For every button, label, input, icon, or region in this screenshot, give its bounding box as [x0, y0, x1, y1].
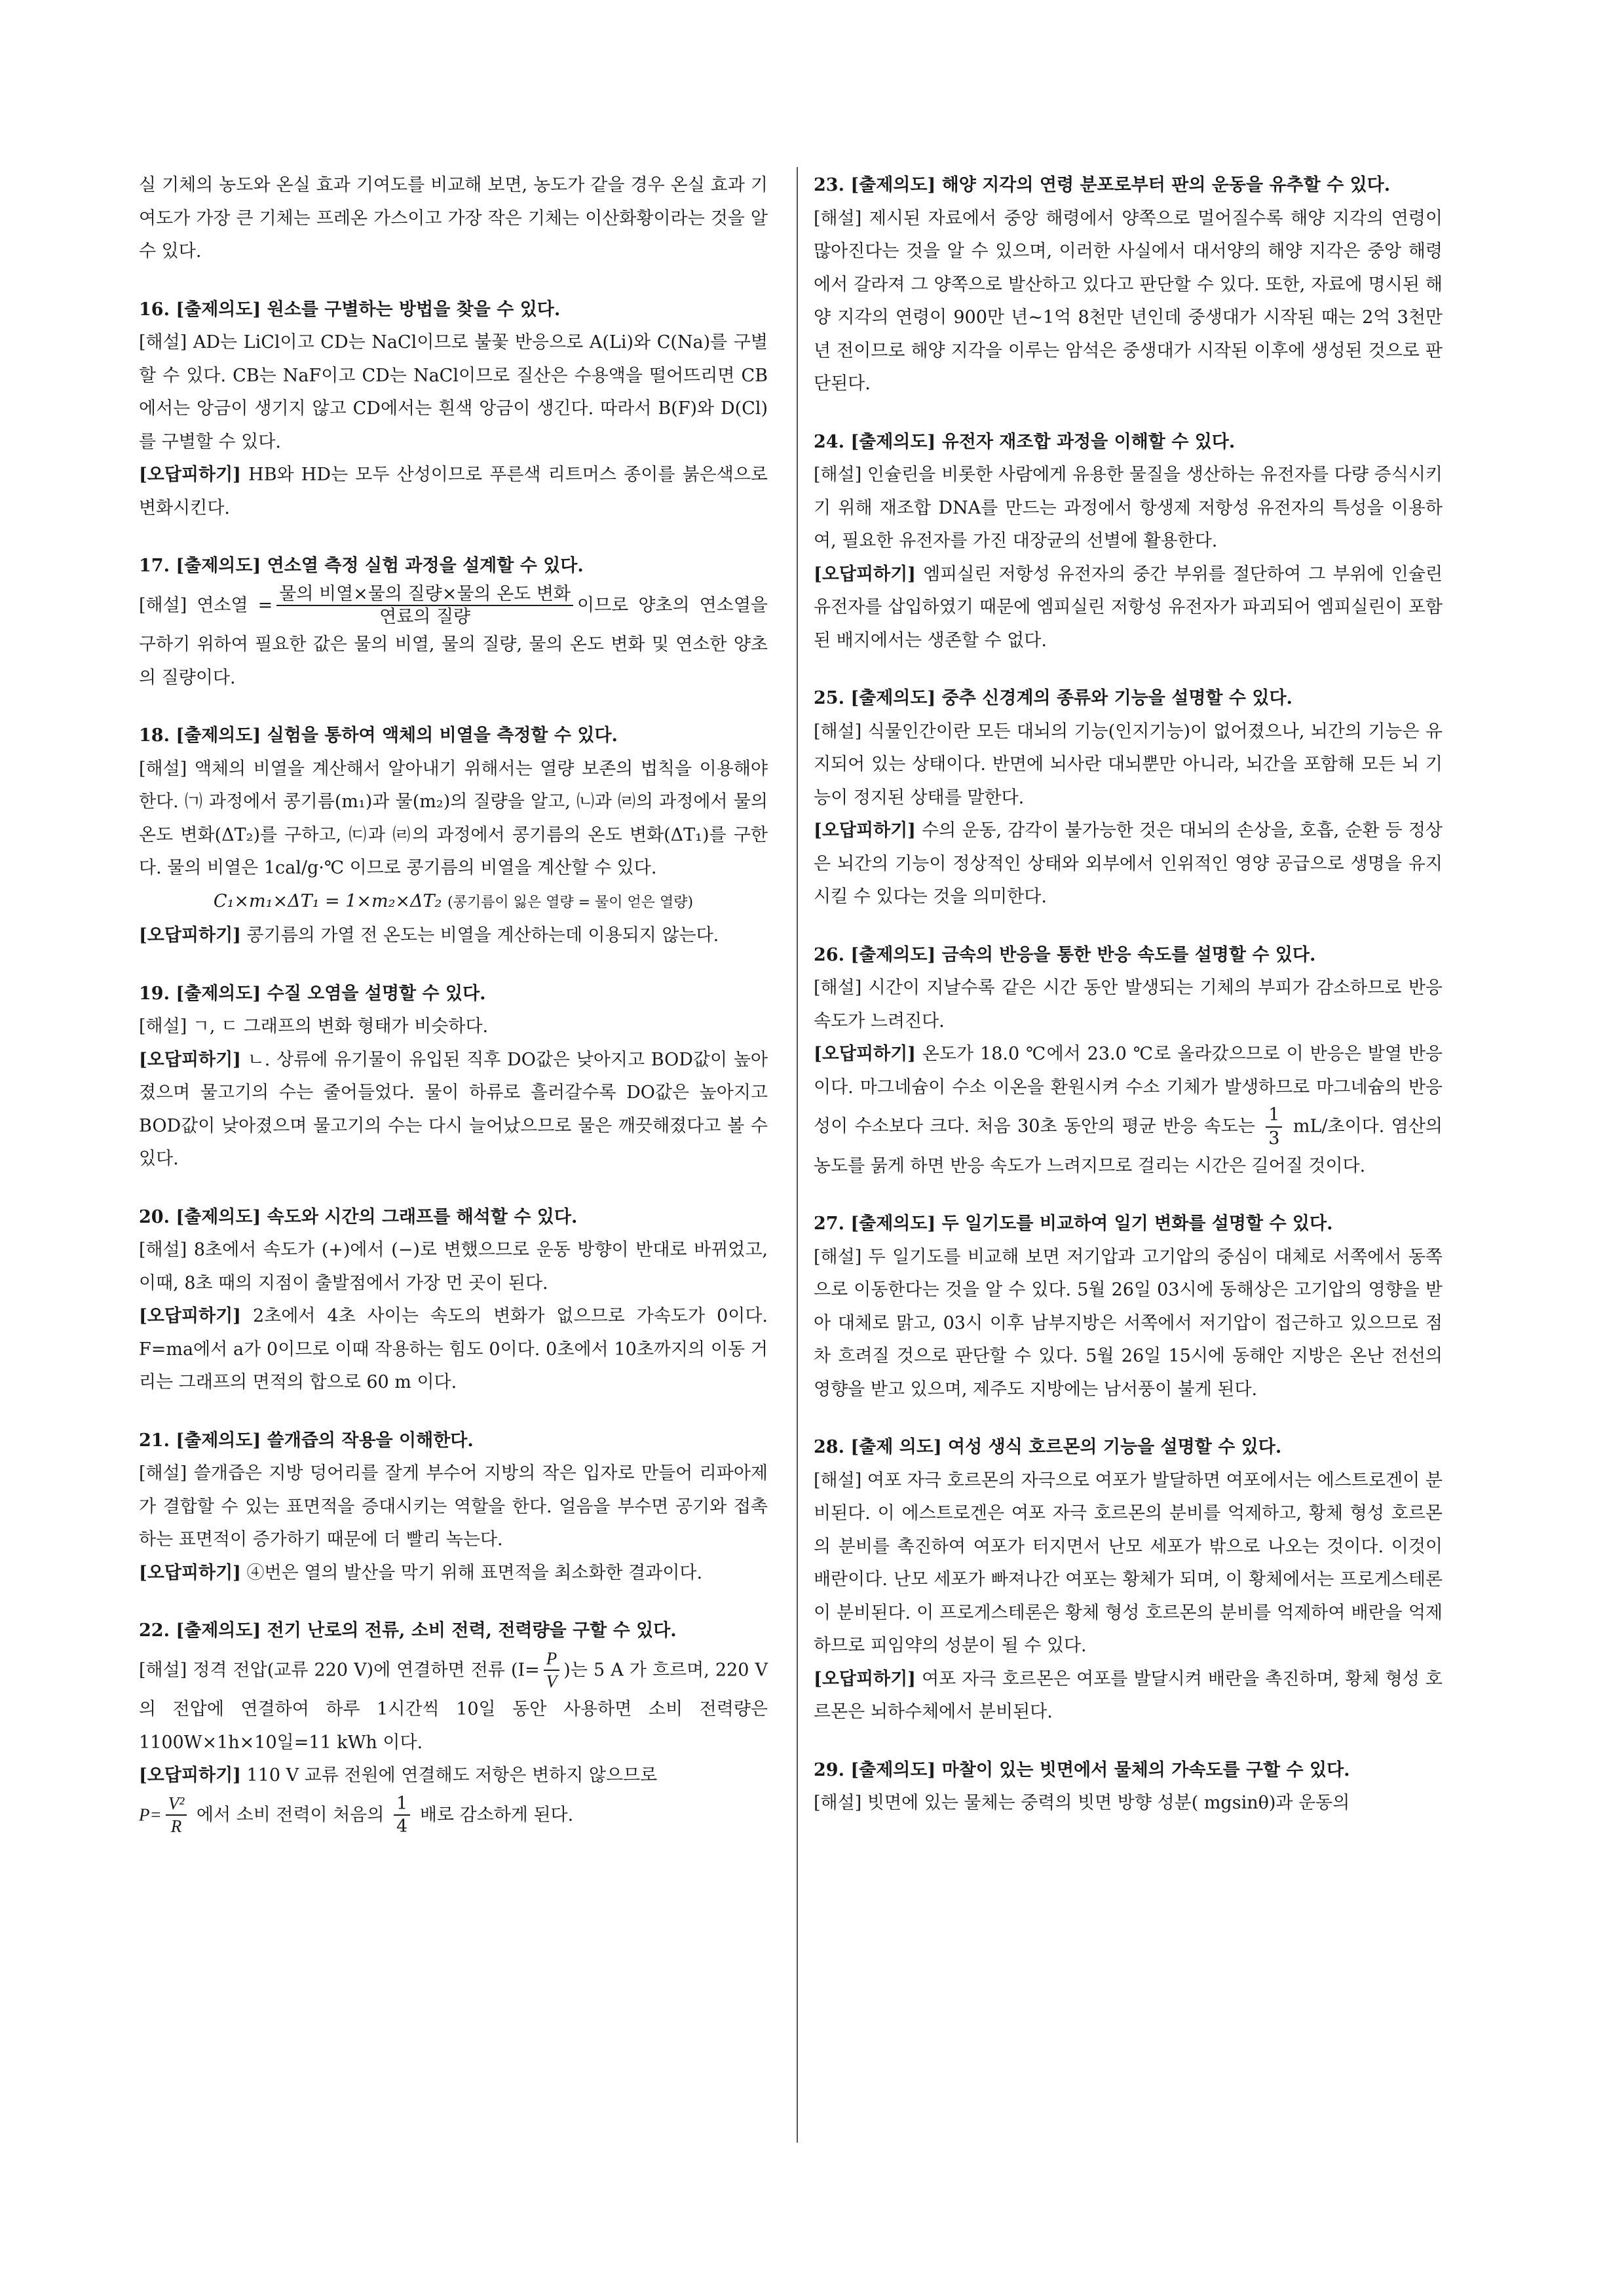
explanation-tag: [해설] — [814, 721, 862, 742]
section-heading: 23. [출제의도] 해양 지각의 연령 분포로부터 판의 운동을 유추할 수 있다. — [814, 175, 1391, 195]
wrong-answer-note — [139, 919, 768, 953]
wrong-answer-text: ㄴ. 상류에 유기물이 유입된 직후 DO값은 낮아지고 BOD값이 높아졌으며 물고기의 수는 줄어들었다. 물이 하류로 흘러갈수록 DO값은 높아지고 BOD값이 낮아졌으며 물고기의 수는 다시 늘어났으므로 물은 깨끗해졌다고 볼 수 있다. — [139, 1049, 768, 1169]
wrong-answer-note — [139, 1300, 768, 1400]
explanation — [139, 753, 768, 885]
wrong-answer-note — [139, 459, 768, 525]
section-heading: 25. [출제의도] 중추 신경계의 종류와 기능을 설명할 수 있다. — [814, 688, 1293, 708]
explanation-text: 빗면에 있는 물체는 중력의 빗면 방향 성분( mgsinθ)과 운동의 — [861, 1793, 1350, 1813]
explanation-tag: [해설] — [139, 758, 187, 779]
wrong-answer-tag: [오답피하기] — [814, 564, 916, 584]
explanation-tag: [해설] — [139, 332, 187, 353]
equation-note: (콩기름이 잃은 열량 = 물이 얻은 열량) — [447, 894, 694, 911]
explanation-text: 여포 자극 호르몬의 자극으로 여포가 발달하면 여포에서는 에스트로겐이 분비된다. 이 에스트로겐은 여포 자극 호르몬의 분비를 억제하고, 황체 형성 호르몬의 분비를 촉진하여 여포가 터지면서 난모 세포가 밖으로 나오는 것이다. 이것이 배란이다. 난모 세포가 빠져나간 여포는 황체가 되며, 이 황체에서는 프로게스테론이 분비된다. 이 프로게스테론은 황체 형성 호르몬의 분비를 억제하여 배란을 억제하므로 피임약의 성분이 될 수 있다. — [814, 1470, 1443, 1656]
explanation-text-cont: )는 5 A 가 흐르며, 220 V 의 전압에 연결하여 하루 1시간씩 10일 동안 사용하면 소비 전력량은 1100W×1h×10일=11 kWh 이다. — [139, 1659, 768, 1753]
explanation-tag: [해설] — [814, 208, 862, 229]
explanation — [814, 1787, 1443, 1820]
explanation-tag: [해설] — [139, 594, 187, 615]
wrong-answer-tag: [오답피하기] — [139, 925, 241, 946]
section-21 — [139, 1425, 768, 1590]
explanation-tag: [해설] — [139, 1240, 187, 1260]
wrong-answer-text-cont: mL/초이다. 염산의 농도를 묽게 하면 반응 속도가 느려지므로 걸리는 시간은 길어질 것이다. — [814, 1116, 1443, 1176]
section-23 — [814, 169, 1443, 401]
wrong-answer-text: 여포 자극 호르몬은 여포를 발달시켜 배란을 촉진하며, 황체 형성 호르몬은 뇌하수체에서 분비된다. — [814, 1668, 1443, 1722]
wrong-answer-text: ④번은 열의 발산을 막기 위해 표면적을 최소화한 결과이다. — [240, 1562, 703, 1583]
explanation-text: AD는 LiCl이고 CD는 NaCl이므로 불꽃 반응으로 A(Li)와 C(Na)를 구별할 수 있다. CB는 NaF이고 CD는 NaCl이므로 질산은 수용액을 떨어뜨리면 CB에서는 앙금이 생기지 않고 CD에서는 흰색 앙금이 생긴다. 따라서 B(F)와 D(Cl)를 구별할 수 있다. — [139, 332, 768, 452]
wrong-answer-note — [814, 1038, 1443, 1183]
section-24 — [814, 426, 1443, 658]
formula-text: 에서 소비 전력이 처음의 — [191, 1804, 390, 1825]
section-22 — [139, 1615, 768, 1838]
section-heading: 24. [출제의도] 유전자 재조합 과정을 이해할 수 있다. — [814, 431, 1236, 452]
explanation — [139, 326, 768, 459]
explanation — [814, 972, 1443, 1038]
explanation-text: 연소열 = — [187, 594, 273, 615]
fraction-denominator: 연료의 질량 — [379, 607, 471, 628]
heat-balance-equation — [139, 885, 768, 920]
section-heading: 18. [출제의도] 실험을 통하여 액체의 비열을 측정할 수 있다. — [139, 725, 618, 746]
explanation-tag: [해설] — [814, 1470, 862, 1491]
explanation-tag: [해설] — [814, 1246, 862, 1267]
explanation — [139, 583, 768, 695]
explanation-text-cont: 이므로 양초의 연소열을 구하기 위하여 필요한 값은 물의 비열, 물의 질량, 물의 온도 변화 및 연소한 양초의 질량이다. — [139, 594, 768, 688]
wrong-answer-note — [814, 1663, 1443, 1729]
power-formula-fraction — [166, 1793, 187, 1839]
section-heading: 29. [출제의도] 마찰이 있는 빗면에서 물체의 가속도를 구할 수 있다. — [814, 1759, 1350, 1780]
wrong-answer-text: 수의 운동, 감각이 불가능한 것은 대뇌의 손상을, 호흡, 순환 등 정상은 뇌간의 기능이 정상적인 상태와 외부에서 인위적인 영양 공급으로 생명을 유지시킬 수 있다는 것을 의미한다. — [814, 820, 1443, 907]
explanation-text: 8초에서 속도가 (+)에서 (−)로 변했으므로 운동 방향이 반대로 바뀌었고, 이때, 8초 때의 지점이 출발점에서 가장 먼 곳이 된다. — [139, 1240, 768, 1293]
wrong-answer-text: HB와 HD는 모두 산성이므로 푸른색 리트머스 종이를 붉은색으로 변화시킨다. — [139, 465, 768, 518]
explanation — [814, 716, 1443, 815]
wrong-answer-note — [814, 558, 1443, 658]
section-heading: 17. [출제의도] 연소열 측정 실험 과정을 설계할 수 있다. — [139, 556, 584, 576]
fraction-denominator: 3 — [1268, 1128, 1280, 1149]
explanation-tag: [해설] — [814, 1793, 862, 1813]
wrong-answer-tag: [오답피하기] — [139, 1306, 241, 1326]
wrong-answer-note — [814, 814, 1443, 914]
explanation — [814, 459, 1443, 558]
wrong-answer-text: 콩기름의 가열 전 온도는 비열을 계산하는데 이용되지 않는다. — [240, 925, 719, 946]
section-heading: 28. [출제 의도] 여성 생식 호르몬의 기능을 설명할 수 있다. — [814, 1437, 1282, 1457]
explanation-text: 액체의 비열을 계산해서 알아내기 위해서는 열량 보존의 법칙을 이용해야 한다. ㈀ 과정에서 콩기름(m₁)과 물(m₂)의 질량을 알고, ㈁과 ㈃의 과정에서 물의 온도 변화(ΔT₂)를 구하고, ㈂과 ㈃의 과정에서 콩기름의 온도 변화(ΔT₁)를 구한다. 물의 비열은 1cal/g·℃ 이므로 콩기름의 비열을 계산할 수 있다. — [139, 758, 768, 878]
fraction-denominator: V — [546, 1672, 557, 1692]
explanation — [814, 1241, 1443, 1407]
explanation-text: 인슐린을 비롯한 사람에게 유용한 물질을 생산하는 유전자를 다량 증식시키기 위해 재조합 DNA를 만드는 과정에서 항생제 저항성 유전자의 특성을 이용하여, 필요한 유전자를 가진 대장균의 선별에 활용한다. — [814, 465, 1443, 551]
wrong-answer-note — [139, 1557, 768, 1590]
formula-text-end: 배로 감소하게 된다. — [414, 1804, 574, 1825]
power-formula-line — [139, 1793, 768, 1839]
section-15-continued — [139, 169, 768, 269]
section-26 — [814, 939, 1443, 1183]
equation-text: C₁×m₁×ΔT₁ = 1×m₂×ΔT₂ — [213, 890, 442, 911]
explanation-text: 정격 전압(교류 220 V)에 연결하면 전류 (I= — [187, 1659, 540, 1680]
explanation — [814, 1464, 1443, 1663]
explanation — [814, 202, 1443, 401]
wrong-answer-tag: [오답피하기] — [139, 465, 241, 485]
section-16 — [139, 294, 768, 526]
explanation-text: 식물인간이란 모든 대뇌의 기능(인지기능)이 없어졌으나, 뇌간의 기능은 유지되어 있는 상태이다. 반면에 뇌사란 대뇌뿐만 아니라, 뇌간을 포함해 모든 뇌 기능이 정지된 상태를 말한다. — [814, 721, 1443, 808]
explanation-text: 제시된 자료에서 중앙 해령에서 양쪽으로 멀어질수록 해양 지각의 연령이 많아진다는 것을 알 수 있으며, 이러한 사실에서 대서양의 해양 지각은 중앙 해령에서 갈라져 그 양쪽으로 발산하고 있다고 판단할 수 있다. 또한, 자료에 명시된 해양 지각의 연령이 900만 년~1억 8천만 년인데 중생대가 시작된 때는 2억 3천만 년 전이므로 해양 지각을 이루는 암석은 중생대가 시작된 이후에 생성된 것으로 판단된다. — [814, 208, 1443, 394]
quarter-fraction — [394, 1793, 410, 1839]
wrong-answer-text: 엠피실린 저항성 유전자의 중간 부위를 절단하여 그 부위에 인슐린 유전자를 삽입하였기 때문에 엠피실린 저항성 유전자가 파괴되어 엠피실린이 포함된 배지에서는 생존할 수 없다. — [814, 564, 1443, 651]
explanation-text: 시간이 지날수록 같은 시간 동안 발생되는 기체의 부피가 감소하므로 반응 속도가 느려진다. — [814, 978, 1443, 1031]
rate-fraction — [1266, 1104, 1282, 1150]
wrong-answer-tag: [오답피하기] — [814, 1668, 916, 1689]
explanation-tag: [해설] — [814, 978, 862, 998]
section-20 — [139, 1201, 768, 1400]
wrong-answer-text: 온도가 18.0 ℃에서 23.0 ℃로 올라갔으므로 이 반응은 발열 반응이다. 마그네슘이 수소 이온을 환원시켜 수소 기체가 발생하므로 마그네슘의 반응성이 수소보다 크다. 처음 30초 동안의 평균 반응 속도는 — [814, 1044, 1443, 1137]
section-heading: 22. [출제의도] 전기 난로의 전류, 소비 전력, 전력량을 구할 수 있다. — [139, 1620, 677, 1641]
section-27 — [814, 1208, 1443, 1406]
wrong-answer-note — [139, 1044, 768, 1176]
section-heading: 27. [출제의도] 두 일기도를 비교하여 일기 변화를 설명할 수 있다. — [814, 1214, 1333, 1234]
intro-text: 실 기체의 농도와 온실 효과 기여도를 비교해 보면, 농도가 같을 경우 온실 효과 기여도가 가장 큰 기체는 프레온 가스이고 가장 작은 기체는 이산화황이라는 것을 알 수 있다. — [139, 175, 768, 261]
section-18 — [139, 719, 768, 953]
wrong-answer-tag: [오답피하기] — [139, 1562, 241, 1583]
explanation-tag: [해설] — [139, 1659, 187, 1680]
explanation — [139, 1234, 768, 1300]
fraction-denominator: 4 — [396, 1816, 408, 1837]
wrong-answer-text: 110 V 교류 전원에 연결해도 저항은 변하지 않으므로 — [240, 1765, 658, 1786]
explanation-tag: [해설] — [139, 1016, 187, 1037]
wrong-answer-note — [139, 1759, 768, 1793]
wrong-answer-tag: [오답피하기] — [814, 820, 916, 841]
explanation-text: ㄱ, ㄷ 그래프의 변화 형태가 비슷하다. — [187, 1016, 489, 1037]
wrong-answer-text: 2초에서 4초 사이는 속도의 변화가 없으므로 가속도가 0이다. F=ma에서 a가 0이므로 이때 작용하는 힘도 0이다. 0초에서 10초까지의 이동 거리는 그래프의 면적의 합으로 60 m 이다. — [139, 1306, 768, 1392]
explanation-text: 두 일기도를 비교해 보면 저기압과 고기압의 중심이 대체로 서쪽에서 동쪽으로 이동한다는 것을 알 수 있다. 5월 26일 03시에 동해상은 고기압의 영향을 받아 대체로 맑고, 03시 이후 남부지방은 서쪽에서 저기압이 접근하고 있으므로 점차 흐려질 것으로 판단할 수 있다. 5월 26일 15시에 동해안 지방은 온난 전선의 영향을 받고 있으며, 제주도 지방에는 남서풍이 불게 된다. — [814, 1246, 1443, 1400]
section-17 — [139, 550, 768, 695]
wrong-answer-tag: [오답피하기] — [814, 1044, 916, 1064]
right-column — [814, 169, 1443, 1845]
explanation — [139, 1648, 768, 1760]
fraction-denominator: R — [170, 1816, 182, 1837]
wrong-answer-tag: [오답피하기] — [139, 1049, 241, 1070]
fraction-numerator: 1 — [394, 1793, 410, 1816]
section-25 — [814, 682, 1443, 914]
fraction-numerator: 1 — [1266, 1104, 1282, 1128]
explanation — [139, 1010, 768, 1044]
heat-formula-fraction — [276, 583, 573, 629]
explanation — [139, 1457, 768, 1557]
wrong-answer-tag: [오답피하기] — [139, 1765, 241, 1786]
section-29 — [814, 1754, 1443, 1820]
section-28 — [814, 1431, 1443, 1729]
fraction-numerator: P — [544, 1648, 560, 1672]
fraction-numerator: V² — [166, 1793, 187, 1816]
explanation-tag: [해설] — [814, 465, 862, 485]
left-column — [139, 169, 768, 1863]
section-heading: 21. [출제의도] 쓸개즙의 작용을 이해한다. — [139, 1430, 474, 1451]
section-heading: 16. [출제의도] 원소를 구별하는 방법을 찾을 수 있다. — [139, 299, 561, 320]
fraction-numerator: 물의 비열×물의 질량×물의 온도 변화 — [276, 583, 573, 607]
explanation-text: 쓸개즙은 지방 덩어리를 잘게 부수어 지방의 작은 입자로 만들어 리파아제가 결합할 수 있는 표면적을 증대시키는 역할을 한다. 얼음을 부수면 공기와 접촉하는 표면적이 증가하기 때문에 더 빨리 녹는다. — [139, 1463, 768, 1550]
section-heading: 26. [출제의도] 금속의 반응을 통한 반응 속도를 설명할 수 있다. — [814, 944, 1316, 965]
explanation-tag: [해설] — [139, 1463, 187, 1483]
section-heading: 20. [출제의도] 속도와 시간의 그래프를 해석할 수 있다. — [139, 1206, 578, 1227]
formula-prefix: P= — [139, 1804, 162, 1824]
section-19 — [139, 978, 768, 1176]
current-formula-fraction — [544, 1648, 560, 1694]
column-divider — [797, 167, 798, 2143]
section-heading: 19. [출제의도] 수질 오염을 설명할 수 있다. — [139, 983, 486, 1004]
